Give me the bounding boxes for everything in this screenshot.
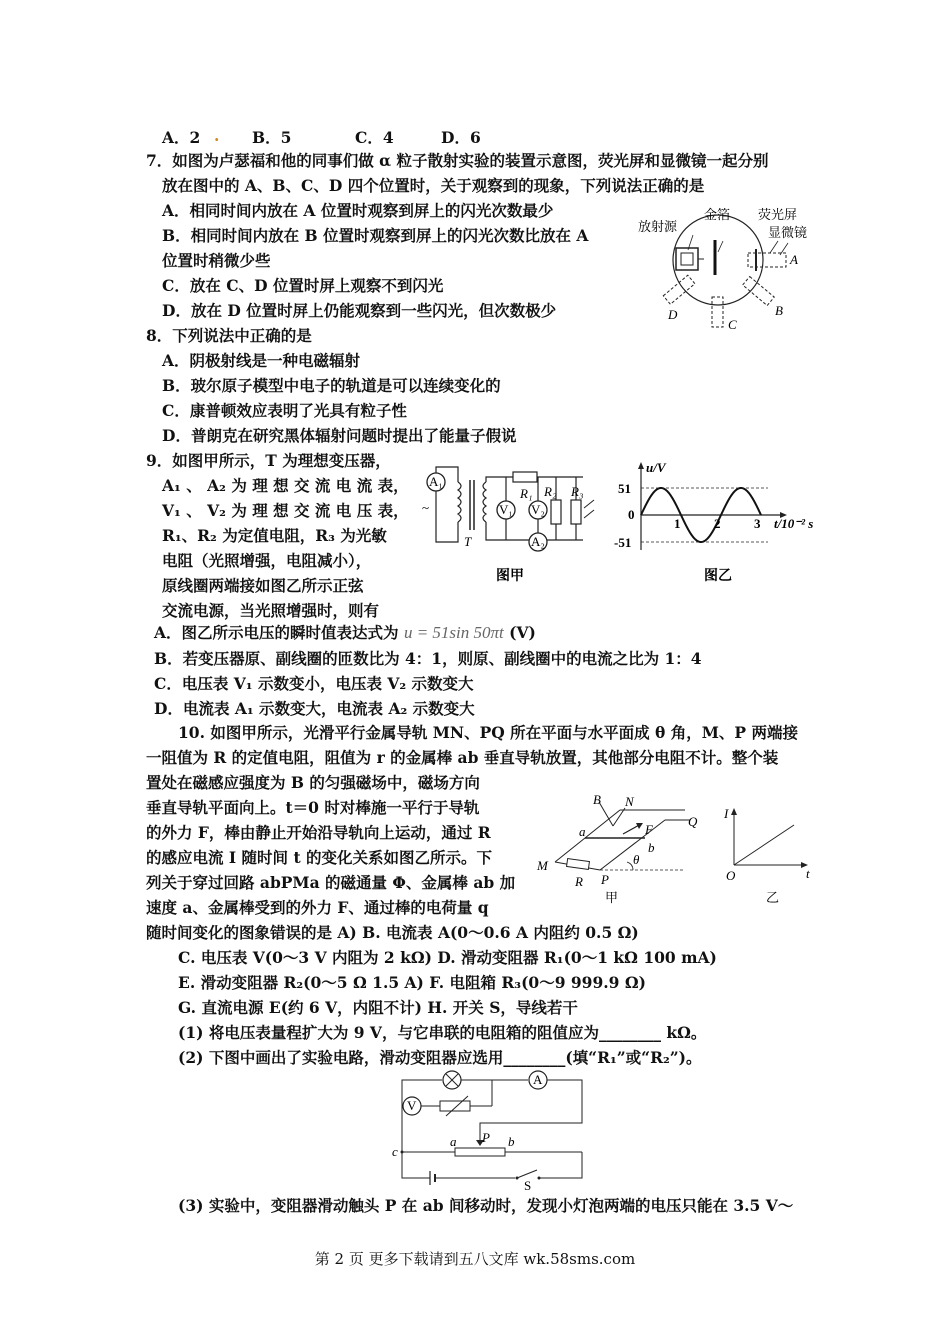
q9-label-v2: V₂ xyxy=(531,502,545,517)
q8-option-c: C．康普顿效应表明了光具有粒子性 xyxy=(162,401,407,420)
q9-label-a1: A₁ xyxy=(429,474,443,489)
q10-label-i: I xyxy=(724,806,729,821)
q10-label-o: O xyxy=(726,868,736,883)
q10-stem-8: 速度 a、金属棒受到的外力 F、通过棒的电荷量 q xyxy=(146,898,489,917)
q9-waveform-figure xyxy=(608,462,833,592)
q6-option-a: A．2 xyxy=(162,128,201,147)
q6-mark: . xyxy=(214,126,220,145)
q9-option-d: D．电流表 A₁ 示数变大，电流表 A₂ 示数变大 xyxy=(154,699,475,718)
q9-tick-0: 0 xyxy=(628,507,635,522)
q7-label-c: C xyxy=(728,317,737,332)
q9-stem-5: 电阻（光照增强，电阻减小）， xyxy=(162,551,372,570)
q7-vacuum-chamber xyxy=(673,215,763,305)
exp-line-e: E. 滑动变阻器 R₂(0～5 Ω 1.5 A) F. 电阻箱 R₃(0～9 999.9 Ω) xyxy=(178,973,646,992)
exp-label-c: c xyxy=(392,1144,398,1159)
q9-primary-coil xyxy=(458,482,461,522)
q10-stem-9: 随时间变化的图象错误的是 A) B. 电流表 A(0～0.6 A 内阻约 0.5 Ω) xyxy=(146,923,639,942)
q8-option-a: A．阴极射线是一种电磁辐射 xyxy=(162,351,361,370)
q8-option-b: B．玻尔原子模型中电子的轨道是可以连续变化的 xyxy=(162,376,501,395)
q10-label-r: R xyxy=(575,874,583,889)
q9-label-v1: V₁ xyxy=(499,502,513,517)
q7-screen-leader xyxy=(770,241,778,253)
q9-tick-x1: 1 xyxy=(674,516,681,531)
exp-label-pa: a xyxy=(450,1134,457,1149)
q10-label-theta: θ xyxy=(633,852,640,867)
q6-option-c: C．4 xyxy=(355,128,394,147)
exp-line-c: C. 电压表 V(0～3 V 内阻为 2 kΩ) D. 滑动变阻器 R₁(0～1 kΩ 100 mA) xyxy=(178,948,717,967)
q7-label-a: A xyxy=(790,252,798,267)
q10-arrow-b xyxy=(599,802,613,826)
q10-label-bb: b xyxy=(648,840,655,855)
q9-stem-7: 交流电源，当光照增强时，则有 xyxy=(162,601,380,620)
q7-option-a: A．相同时间内放在 A 位置时观察到屏上的闪光次数最少 xyxy=(162,201,554,220)
q9-secondary-coil xyxy=(483,482,486,522)
exp-question-1: (1) 将电压表量程扩大为 9 V，与它串联的电阻箱的阻值应为________ kΩ。 xyxy=(178,1023,707,1042)
q9-ylabel: u/V xyxy=(646,460,666,475)
q9-stem-6: 原线圈两端接如图乙所示正弦 xyxy=(162,576,364,595)
q6-option-b: B．5 xyxy=(252,128,292,147)
q10-stem-6: 的感应电流 I 随时间 t 的变化关系如图乙所示。下 xyxy=(146,848,492,867)
exp-label-p: P xyxy=(482,1130,490,1145)
q7-foil-leader xyxy=(718,241,723,252)
page-footer: 第 2 页 更多下载请到五八文库 wk.58sms.com xyxy=(314,1250,636,1268)
q10-label-p: P xyxy=(601,872,609,887)
q9-option-a-unit: (V) xyxy=(509,623,536,642)
q9-stem-1: 9．如图甲所示，T 为理想变压器， xyxy=(146,451,391,470)
q9-label-r1: R₁ xyxy=(520,486,533,501)
q7-microscope-c xyxy=(712,297,723,327)
q10-stem-2: 一阻值为 R 的定值电阻，阻值为 r 的金属棒 ab 垂直导轨放置，其他部分电阻不计。整个装 xyxy=(146,748,779,767)
q9-option-a-formula: u = 51sin 50πt xyxy=(403,623,504,642)
q10-rail-figure xyxy=(535,790,710,910)
q9-tick-x2: 2 xyxy=(714,516,721,531)
q7-microscope-d xyxy=(663,275,695,304)
q9-stem-4: R₁、R₂ 为定值电阻，R₃ 为光敏 xyxy=(162,526,387,545)
q9-stem-3: V₁ 、 V₂ 为 理 想 交 流 电 压 表， xyxy=(162,501,409,520)
exp-line-g: G. 直流电源 E(约 6 V，内阻不计) H. 开关 S，导线若干 xyxy=(178,998,578,1017)
q10-stem-4: 垂直导轨平面向上。t＝0 时对棒施一平行于导轨 xyxy=(146,798,480,817)
q10-caption-jia: 甲 xyxy=(605,890,619,905)
q9-caption-yi: 图乙 xyxy=(704,568,732,584)
q7-stem-2: 放在图中的 A、B、C、D 四个位置时，关于观察到的现象，下列说法正确的是 xyxy=(162,176,705,195)
q9-stem-2: A₁ 、 A₂ 为 理 想 交 流 电 流 表， xyxy=(162,476,409,495)
q7-label-b: B xyxy=(775,303,783,318)
q10-label-q: Q xyxy=(688,814,698,829)
q10-label-t: t xyxy=(806,866,810,881)
q10-current-graph xyxy=(722,800,817,910)
q9-option-a-text: A．图乙所示电压的瞬时值表达式为 xyxy=(154,623,399,642)
q10-stem-5: 的外力 F，棒由静止开始沿导轨向上运动，通过 R xyxy=(146,823,491,842)
exp-circuit-figure xyxy=(390,1068,595,1193)
exp-question-2: (2) 下图中画出了实验电路，滑动变阻器应选用________(填“R₁”或“R₂”)。 xyxy=(178,1048,702,1067)
q10-caption-yi: 乙 xyxy=(766,890,780,905)
q9-tick-neg51: -51 xyxy=(614,535,632,550)
q10-resistor-r xyxy=(567,859,590,870)
q10-label-n: N xyxy=(625,794,634,809)
q10-stem-7: 列关于穿过回路 abPMa 的磁通量 Φ、金属棒 ab 加 xyxy=(146,873,516,892)
q10-current-line xyxy=(734,825,794,865)
q7-source-box xyxy=(676,248,698,270)
q10-label-f: F xyxy=(645,822,653,837)
q9-label-a2: A₂ xyxy=(531,534,545,549)
exp-resistance-box xyxy=(440,1101,470,1111)
q7-label-source: 放射源 xyxy=(638,219,678,234)
exp-rheostat xyxy=(455,1148,505,1156)
q9-resistor-r2 xyxy=(551,500,561,524)
q7-stem-1: 7．如图为卢瑟福和他的同事们做 α 粒子散射实验的装置示意图，荧光屏和显微镜一起分别 xyxy=(146,151,769,170)
q10-label-m: M xyxy=(537,858,548,873)
exp-label-a: A xyxy=(533,1072,543,1087)
exp-label-s: S xyxy=(524,1178,532,1193)
q9-xlabel: t/10⁻² s xyxy=(774,516,814,531)
q9-label-r2: R₂ xyxy=(544,484,557,499)
q9-option-a xyxy=(154,622,536,644)
q7-option-c: C．放在 C、D 位置时屏上观察不到闪光 xyxy=(162,276,444,295)
q7-option-d: D．放在 D 位置时屏上仍能观察到一些闪光，但次数极少 xyxy=(162,301,557,320)
q7-label-microscope: 显微镜 xyxy=(768,225,808,240)
q10-rail-mn xyxy=(555,810,620,862)
exp-label-pb: b xyxy=(508,1134,515,1149)
q8-option-d: D．普朗克在研究黑体辐射问题时提出了能量子假说 xyxy=(162,426,517,445)
q9-tick-51: 51 xyxy=(618,481,631,496)
q9-tick-x3: 3 xyxy=(754,516,761,531)
q7-option-b-2: 位置时稍微少些 xyxy=(162,251,271,270)
q9-label-r3: R₃ xyxy=(571,484,584,499)
q9-ac-source: ~ xyxy=(422,500,430,515)
q7-option-b-1: B．相同时间内放在 B 位置时观察到屏上的闪光次数比放在 A xyxy=(162,226,589,245)
q7-label-foil: 金箔 xyxy=(704,207,731,222)
q10-label-b: B xyxy=(593,792,601,807)
q9-photoresistor-r3 xyxy=(571,500,581,524)
q6-option-d: D．6 xyxy=(441,128,481,147)
q9-label-t: T xyxy=(464,534,472,549)
q8-stem: 8．下列说法中正确的是 xyxy=(146,326,312,345)
q9-option-c: C．电压表 V₁ 示数变小，电压表 V₂ 示数变大 xyxy=(154,674,474,693)
q7-rutherford-figure xyxy=(628,205,818,335)
exp-question-3: (3) 实验中，变阻器滑动触头 P 在 ab 间移动时，发现小灯泡两端的电压只能在 3.5 V～ xyxy=(178,1196,794,1215)
q7-label-d: D xyxy=(668,307,678,322)
exp-label-v: V xyxy=(407,1098,417,1113)
q9-option-b: B．若变压器原、副线圈的匝数比为 4：1，则原、副线圈中的电流之比为 1：4 xyxy=(154,649,702,668)
q10-stem-1: 10. 如图甲所示，光滑平行金属导轨 MN、PQ 所在平面与水平面成 θ 角，M、P 两端接 xyxy=(178,723,798,742)
exp-switch xyxy=(517,1170,537,1178)
q9-circuit-figure xyxy=(418,462,608,592)
q9-light-ray-1 xyxy=(584,500,594,508)
q9-caption-jia: 图甲 xyxy=(496,568,524,584)
q7-label-screen: 荧光屏 xyxy=(758,207,798,222)
q10-label-a: a xyxy=(579,824,586,839)
q9-resistor-r1 xyxy=(513,472,537,482)
q10-stem-3: 置处在磁感应强度为 B 的匀强磁场中，磁场方向 xyxy=(146,773,480,792)
q7-source-inner xyxy=(681,253,693,265)
q9-light-ray-2 xyxy=(584,510,594,518)
